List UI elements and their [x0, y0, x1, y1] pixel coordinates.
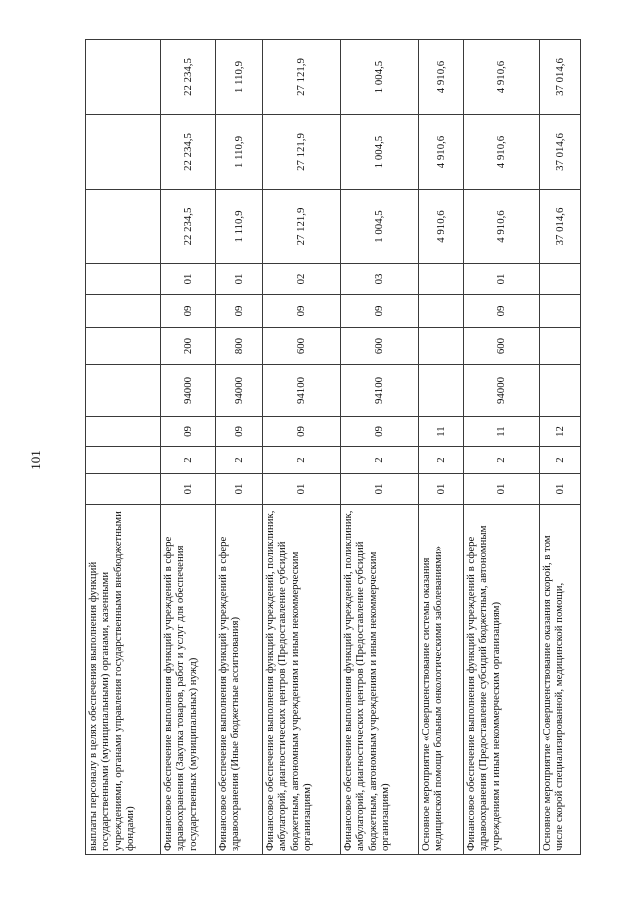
table-row [263, 40, 341, 855]
cell-vr [419, 328, 464, 365]
table-row [341, 40, 419, 855]
cell-om [86, 417, 161, 447]
cell-amount-1: 1 110,9 [216, 190, 263, 264]
cell-amount-2: 4 910,6 [419, 115, 464, 190]
cell-description: Финансовое обеспечение выполнения функций учреждений в сфере здравоохранения (Иные бюджетные ассигнования) [216, 505, 263, 855]
rotated-table-container [85, 40, 580, 855]
cell-om: 11 [464, 417, 540, 447]
cell-vr [540, 328, 581, 365]
cell-rz: 09 [341, 295, 419, 328]
cell-amount-2 [86, 115, 161, 190]
cell-dir [419, 365, 464, 417]
cell-amount-1: 22 234,5 [161, 190, 216, 264]
table-row [216, 40, 263, 855]
cell-dir: 94000 [464, 365, 540, 417]
cell-description: Финансовое обеспечение выполнения функций учреждений в сфере здравоохранения (Предоставление субсидий бюджетным, автономным учреждениям и иным некоммерческим организациям) [464, 505, 540, 855]
cell-pr [540, 264, 581, 295]
cell-dir: 94100 [263, 365, 341, 417]
cell-pr: 01 [161, 264, 216, 295]
cell-description: Финансовое обеспечение выполнения функций учреждений, поликлиник, амбулаторий, диагностических центров (Предоставление субсидий бюджетным, автономным учреждениям и иным некоммерческим организациям) [341, 505, 419, 855]
cell-pr [419, 264, 464, 295]
cell-rz: 09 [464, 295, 540, 328]
cell-pr: 01 [464, 264, 540, 295]
page-number: 101 [28, 450, 43, 470]
cell-description: Основное мероприятие «Совершенствование системы оказания медицинской помощи больным онкологическими заболеваниями» [419, 505, 464, 855]
cell-pr: 02 [263, 264, 341, 295]
cell-rz: 09 [216, 295, 263, 328]
cell-pp: 2 [161, 447, 216, 474]
cell-om: 09 [263, 417, 341, 447]
cell-amount-2: 4 910,6 [464, 115, 540, 190]
cell-amount-3: 37 014,6 [540, 40, 581, 115]
cell-rz [540, 295, 581, 328]
cell-description: Финансовое обеспечение выполнения функций учреждений в сфере здравоохранения (Закупка товаров, работ и услуг для обеспечения государственных (муниципальных) нужд) [161, 505, 216, 855]
cell-pr: 01 [216, 264, 263, 295]
cell-om: 09 [216, 417, 263, 447]
cell-dir: 94100 [341, 365, 419, 417]
cell-pr: 03 [341, 264, 419, 295]
cell-amount-3: 1 110,9 [216, 40, 263, 115]
cell-dir: 94000 [216, 365, 263, 417]
cell-vr: 800 [216, 328, 263, 365]
cell-vr: 600 [464, 328, 540, 365]
cell-description: выплаты персоналу в целях обеспечения выполнения функций государственными (муниципальными) органами, казенными учреждениями, органами управления государственными внебюджетными фондами) [86, 505, 161, 855]
cell-amount-3 [86, 40, 161, 115]
cell-om: 12 [540, 417, 581, 447]
cell-amount-1: 37 014,6 [540, 190, 581, 264]
cell-dir [86, 365, 161, 417]
cell-description: Финансовое обеспечение выполнения функций учреждений, поликлиник, амбулаторий, диагностических центров (Предоставление субсидий бюджетным, автономным учреждениям и иным некоммерческим организациям) [263, 505, 341, 855]
cell-pp: 2 [341, 447, 419, 474]
cell-description: Основное мероприятие «Совершенствование оказания скорой, в том числе скорой специализированной, медицинской помощи, [540, 505, 581, 855]
cell-amount-1: 4 910,6 [419, 190, 464, 264]
cell-gp: 01 [419, 474, 464, 505]
cell-pp [86, 447, 161, 474]
cell-rz: 09 [161, 295, 216, 328]
cell-pp: 2 [263, 447, 341, 474]
cell-pp: 2 [540, 447, 581, 474]
cell-amount-3: 27 121,9 [263, 40, 341, 115]
cell-om: 11 [419, 417, 464, 447]
cell-pp: 2 [464, 447, 540, 474]
cell-gp: 01 [216, 474, 263, 505]
cell-pp: 2 [419, 447, 464, 474]
cell-dir: 94000 [161, 365, 216, 417]
cell-pr [86, 264, 161, 295]
cell-amount-3: 4 910,6 [464, 40, 540, 115]
cell-om: 09 [161, 417, 216, 447]
cell-amount-2: 22 234,5 [161, 115, 216, 190]
cell-amount-2: 27 121,9 [263, 115, 341, 190]
cell-pp: 2 [216, 447, 263, 474]
table-row [86, 40, 161, 855]
budget-table [85, 39, 581, 855]
table-row [540, 40, 581, 855]
cell-gp: 01 [464, 474, 540, 505]
cell-gp: 01 [540, 474, 581, 505]
cell-vr [86, 328, 161, 365]
cell-amount-2: 37 014,6 [540, 115, 581, 190]
cell-vr: 600 [341, 328, 419, 365]
table-row [419, 40, 464, 855]
cell-dir [540, 365, 581, 417]
cell-rz [86, 295, 161, 328]
cell-amount-1: 1 004,5 [341, 190, 419, 264]
cell-gp: 01 [263, 474, 341, 505]
cell-amount-2: 1 004,5 [341, 115, 419, 190]
cell-amount-3: 4 910,6 [419, 40, 464, 115]
cell-amount-1: 27 121,9 [263, 190, 341, 264]
cell-amount-3: 22 234,5 [161, 40, 216, 115]
cell-gp [86, 474, 161, 505]
cell-amount-1 [86, 190, 161, 264]
cell-gp: 01 [161, 474, 216, 505]
cell-om: 09 [341, 417, 419, 447]
cell-rz: 09 [263, 295, 341, 328]
cell-amount-2: 1 110,9 [216, 115, 263, 190]
cell-rz [419, 295, 464, 328]
cell-gp: 01 [341, 474, 419, 505]
table-row [161, 40, 216, 855]
table-row [464, 40, 540, 855]
cell-amount-3: 1 004,5 [341, 40, 419, 115]
cell-vr: 200 [161, 328, 216, 365]
cell-amount-1: 4 910,6 [464, 190, 540, 264]
cell-vr: 600 [263, 328, 341, 365]
